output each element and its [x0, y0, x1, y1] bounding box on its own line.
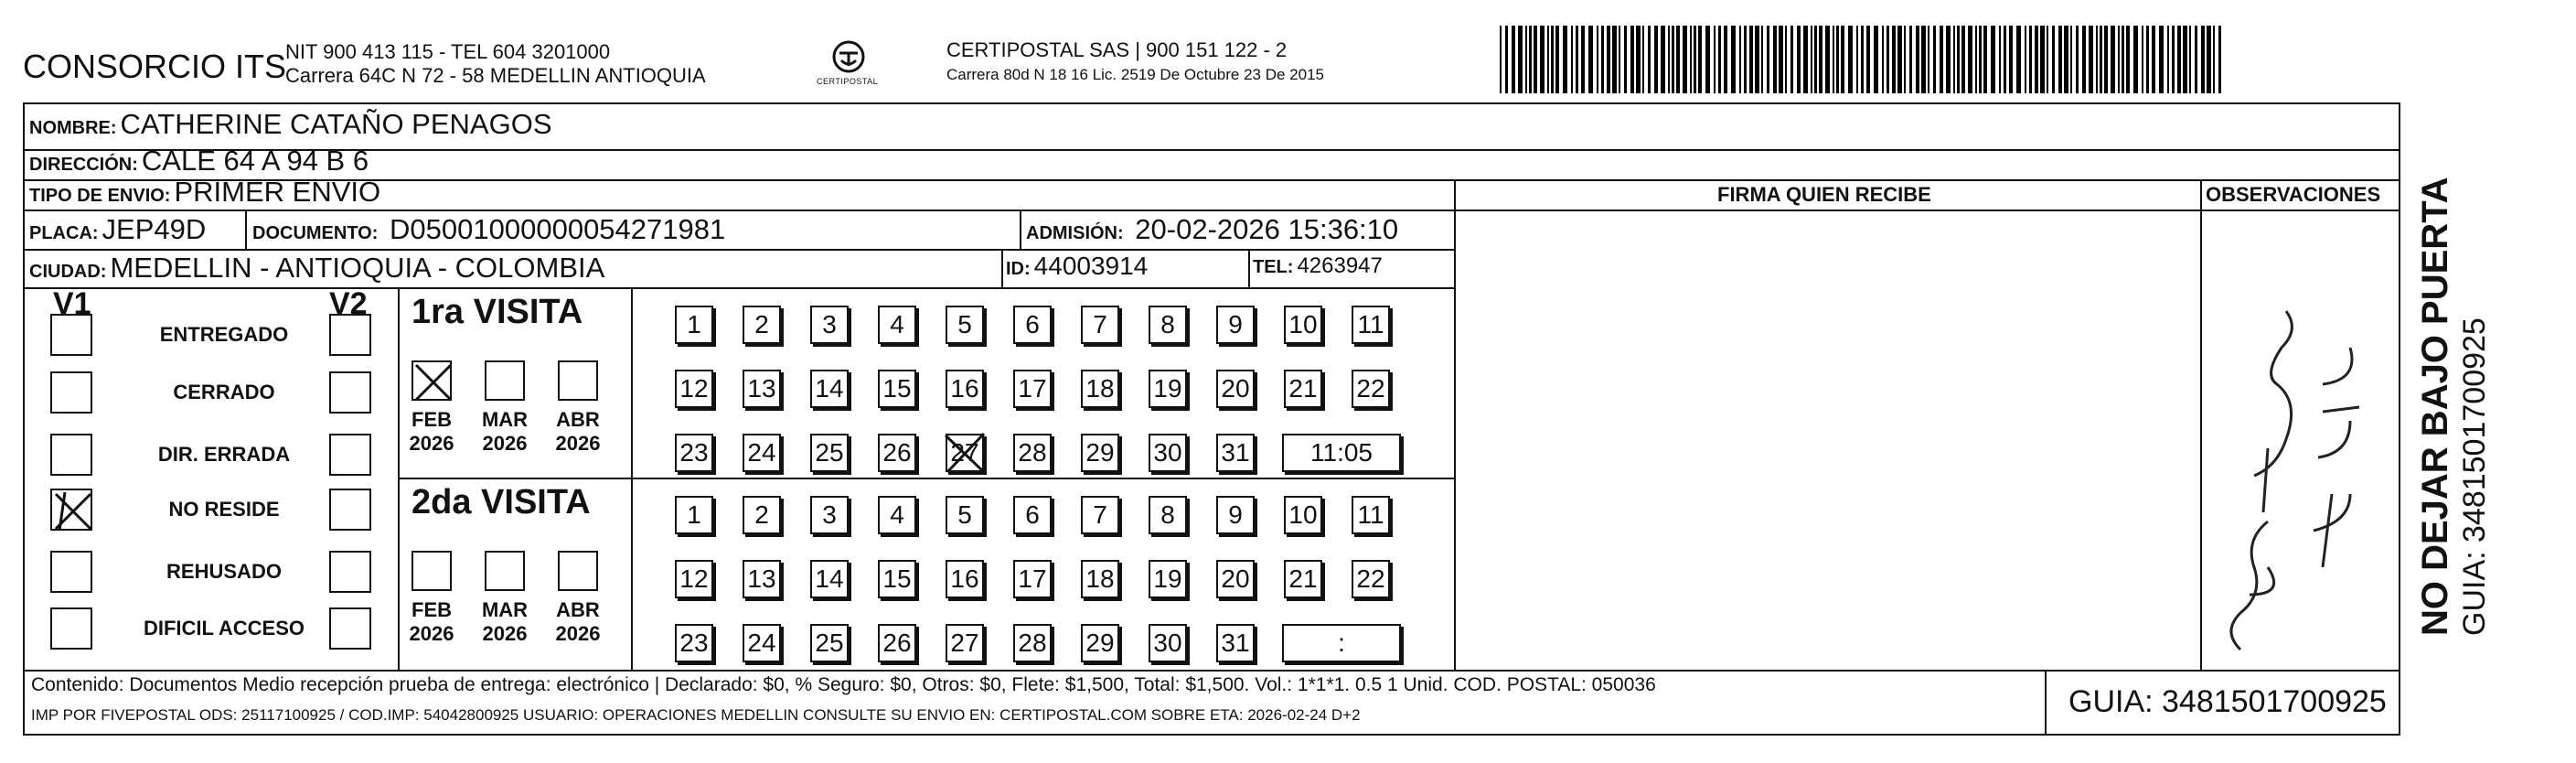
barcode-bar — [2029, 26, 2032, 93]
day-box[interactable]: 29 — [1081, 624, 1119, 662]
nombre-value: CATHERINE CATAÑO PENAGOS — [120, 108, 552, 140]
day-box[interactable]: 5 — [946, 306, 984, 344]
barcode-bar — [1607, 26, 1610, 93]
day-box[interactable]: 15 — [878, 370, 916, 408]
month-year: 2026 — [555, 622, 601, 645]
time-box[interactable]: 11:05 — [1282, 434, 1401, 472]
day-box[interactable]: 7 — [1081, 496, 1119, 534]
barcode-bar — [2052, 26, 2055, 93]
month-label — [550, 408, 605, 456]
barcode-bar — [1882, 26, 1884, 93]
day-box[interactable]: 13 — [743, 560, 781, 598]
day-box[interactable]: 21 — [1284, 370, 1322, 408]
day-box[interactable]: 4 — [878, 306, 916, 344]
barcode-bar — [1661, 26, 1665, 93]
barcode-bar — [1957, 26, 1960, 93]
day-box[interactable]: 9 — [1216, 306, 1255, 344]
barcode-bar — [1861, 26, 1864, 93]
month-checkbox[interactable] — [485, 360, 525, 401]
barcode-bar — [2076, 26, 2079, 93]
barcode-bar — [2082, 26, 2086, 93]
day-box[interactable]: 9 — [1216, 496, 1255, 534]
barcode-bar — [1612, 26, 1617, 93]
barcode-bar — [2213, 26, 2215, 93]
month-year: 2026 — [409, 622, 454, 645]
logo-text: CERTIPOSTAL — [817, 77, 879, 86]
barcode-bar — [1921, 26, 1926, 93]
barcode-bar — [1555, 26, 1559, 93]
barcode-bar — [2172, 26, 2175, 93]
barcode-bar — [1797, 26, 1801, 93]
barcode-bar — [2104, 26, 2108, 93]
barcode-bar — [2207, 26, 2211, 93]
side-warning: NO DEJAR BAJO PUERTA — [2415, 177, 2455, 636]
barcode-bar — [1904, 26, 1906, 93]
day-box[interactable]: 3 — [810, 496, 849, 534]
day-box[interactable]: 23 — [675, 624, 713, 662]
barcode-bar — [1979, 26, 1982, 93]
ciudad-value: MEDELLIN - ANTIOQUIA - COLOMBIA — [110, 252, 605, 284]
barcode-bar — [1916, 26, 1919, 93]
day-box[interactable]: 5 — [946, 496, 984, 534]
barcode-bar — [1999, 26, 2001, 93]
barcode-bar — [2201, 26, 2205, 93]
barcode-bar — [1968, 26, 1972, 93]
v2-checkbox[interactable] — [329, 607, 371, 650]
barcode-bar — [1975, 26, 1977, 93]
visit-title: 1ra VISITA — [412, 293, 583, 331]
address-line: Carrera 64C N 72 - 58 MEDELLIN ANTIOQUIA — [285, 64, 706, 87]
checked-x-icon — [52, 490, 94, 532]
barcode — [1500, 26, 2229, 93]
nombre-label: NOMBRE: — [29, 118, 117, 138]
side-guia: GUIA: 3481501700925 — [2457, 317, 2492, 636]
v1-checkbox[interactable] — [50, 434, 92, 476]
day-box[interactable]: 10 — [1284, 496, 1322, 534]
month-label — [404, 598, 459, 646]
barcode-bar — [1825, 26, 1830, 93]
month-year: 2026 — [555, 432, 601, 455]
v2-checkbox[interactable] — [329, 489, 371, 531]
time-box[interactable]: : — [1282, 624, 1401, 662]
month-checkbox[interactable] — [485, 551, 525, 591]
day-box[interactable]: 17 — [1013, 370, 1052, 408]
barcode-bar — [1500, 26, 1502, 93]
barcode-bar — [1668, 26, 1670, 93]
barcode-bar — [2126, 26, 2130, 93]
id-label: ID: — [1006, 259, 1031, 279]
day-box[interactable]: 11 — [1352, 496, 1390, 534]
v1-label: V1 — [53, 286, 91, 321]
month-label — [404, 408, 459, 456]
barcode-bar — [1983, 26, 1987, 93]
barcode-bar — [2183, 26, 2187, 93]
barcode-bar — [1683, 26, 1687, 93]
barcode-bar — [2189, 26, 2191, 93]
barcode-bar — [1892, 26, 1896, 93]
direccion-value: CALE 64 A 94 B 6 — [141, 145, 369, 177]
barcode-bar — [1897, 26, 1902, 93]
checked-x-icon — [413, 362, 454, 403]
barcode-bar — [1811, 26, 1812, 93]
barcode-bar — [2025, 26, 2026, 93]
barcode-bar — [2058, 26, 2062, 93]
day-box[interactable]: 8 — [1149, 306, 1187, 344]
v1-checkbox[interactable] — [50, 371, 92, 414]
barcode-bar — [1767, 26, 1769, 93]
barcode-bar — [2111, 26, 2115, 93]
firma-label: FIRMA QUIEN RECIBE — [1717, 183, 1931, 206]
barcode-bar — [1887, 26, 1889, 93]
placa-label: PLACA: — [29, 223, 99, 243]
barcode-bar — [2133, 26, 2138, 93]
barcode-bar — [1512, 26, 1515, 93]
direccion-field — [29, 145, 369, 177]
day-box[interactable]: 1 — [675, 496, 713, 534]
day-box[interactable]: 14 — [810, 560, 849, 598]
barcode-bar — [2152, 26, 2155, 93]
barcode-bar — [2167, 26, 2169, 93]
status-label: REHUSADO — [166, 560, 282, 583]
barcode-bar — [1946, 26, 1951, 93]
barcode-bar — [2035, 26, 2038, 93]
company-info — [285, 40, 706, 88]
barcode-bar — [1761, 26, 1763, 93]
barcode-bar — [2016, 26, 2021, 93]
barcode-bar — [1744, 26, 1747, 93]
barcode-bar — [2142, 26, 2143, 93]
side-rotated-text — [2414, 124, 2493, 636]
tel-value: 4263947 — [1297, 253, 1383, 278]
barcode-bar — [1563, 26, 1567, 93]
barcode-bar — [1534, 26, 1537, 93]
month-name: FEB — [412, 408, 452, 431]
ciudad-field — [29, 252, 604, 285]
barcode-bar — [2100, 26, 2102, 93]
month-checkbox[interactable] — [412, 360, 452, 401]
day-box[interactable]: 24 — [743, 434, 781, 472]
barcode-bar — [1630, 26, 1634, 93]
barcode-bar — [1833, 26, 1834, 93]
day-box[interactable]: 19 — [1149, 560, 1187, 598]
day-box[interactable]: 12 — [675, 560, 713, 598]
barcode-bar — [2047, 26, 2048, 93]
barcode-bar — [2195, 26, 2197, 93]
checked-x-icon — [942, 430, 988, 476]
day-box[interactable]: 14 — [810, 370, 849, 408]
tipo-field — [29, 176, 380, 209]
barcode-bar — [1724, 26, 1727, 93]
month-year: 2026 — [409, 432, 454, 455]
day-box[interactable]: 4 — [878, 496, 916, 534]
admision-value: 20-02-2026 15:36:10 — [1135, 213, 1399, 245]
v2-checkbox[interactable] — [329, 314, 371, 356]
day-box[interactable]: 19 — [1149, 370, 1187, 408]
day-box[interactable]: 22 — [1352, 560, 1390, 598]
day-box[interactable]: 24 — [743, 624, 781, 662]
barcode-bar — [1836, 26, 1839, 93]
barcode-bar — [1529, 26, 1532, 93]
day-box[interactable]: 6 — [1013, 306, 1052, 344]
barcode-bar — [1576, 26, 1578, 93]
month-label — [477, 598, 532, 646]
day-box[interactable]: 29 — [1081, 434, 1119, 472]
barcode-bar — [1819, 26, 1822, 93]
day-box[interactable]: 8 — [1149, 496, 1187, 534]
day-box[interactable]: 27 — [946, 434, 984, 472]
day-box[interactable]: 7 — [1081, 306, 1119, 344]
barcode-bar — [1991, 26, 1995, 93]
barcode-bar — [2004, 26, 2006, 93]
barcode-bar — [1933, 26, 1936, 93]
day-box[interactable]: 10 — [1284, 306, 1322, 344]
status-label: DIFICIL ACCESO — [143, 617, 305, 639]
v1-checkbox[interactable] — [50, 314, 92, 356]
v2-checkbox[interactable] — [329, 551, 371, 593]
day-box[interactable]: 21 — [1284, 560, 1322, 598]
day-box[interactable]: 18 — [1081, 370, 1119, 408]
day-box[interactable]: 13 — [743, 370, 781, 408]
tipo-value: PRIMER ENVIO — [174, 176, 381, 208]
day-box[interactable]: 11 — [1352, 306, 1390, 344]
id-field — [1006, 252, 1148, 281]
barcode-bar — [1636, 26, 1641, 93]
tel-field — [1253, 253, 1383, 279]
month-name: ABR — [556, 598, 600, 621]
day-box[interactable]: 20 — [1216, 560, 1255, 598]
barcode-bar — [1676, 26, 1680, 93]
v2-label: V2 — [329, 286, 368, 321]
barcode-bar — [1642, 26, 1644, 93]
barcode-bar — [1624, 26, 1627, 93]
barcode-bar — [1749, 26, 1753, 93]
v1-checkbox[interactable] — [50, 607, 92, 650]
observaciones-label: OBSERVACIONES — [2206, 183, 2381, 206]
documento-value: D05001000000054271981 — [390, 213, 726, 245]
barcode-bar — [1814, 26, 1817, 93]
status-label: NO RESIDE — [168, 498, 280, 521]
barcode-bar — [1739, 26, 1741, 93]
day-box[interactable]: 16 — [946, 560, 984, 598]
ciudad-label: CIUDAD: — [29, 262, 107, 282]
barcode-bar — [1874, 26, 1878, 93]
barcode-bar — [1718, 26, 1721, 93]
day-box[interactable]: 18 — [1081, 560, 1119, 598]
day-box[interactable]: 17 — [1013, 560, 1052, 598]
day-box[interactable]: 30 — [1149, 624, 1187, 662]
barcode-bar — [1953, 26, 1955, 93]
imp-text: IMP POR FIVEPOSTAL ODS: 25117100925 / COD.IMP: 54042800925 USUARIO: OPERACIONES MEDELLIN CONSULTE SU ENVIO EN: CERTIPOSTAL.COM SOBRE ETA: 2026-02-24 D+2 — [31, 706, 1361, 724]
barcode-bar — [1581, 26, 1585, 93]
barcode-bar — [1705, 26, 1710, 93]
guia-footer: GUIA: 3481501700925 — [2068, 684, 2387, 719]
barcode-bar — [1698, 26, 1702, 93]
barcode-bar — [1928, 26, 1929, 93]
barcode-bar — [2009, 26, 2013, 93]
day-box[interactable]: 16 — [946, 370, 984, 408]
barcode-bar — [2040, 26, 2045, 93]
barcode-bar — [1773, 26, 1777, 93]
barcode-bar — [2064, 26, 2068, 93]
month-checkbox[interactable] — [558, 551, 598, 591]
month-checkbox[interactable] — [558, 360, 598, 401]
barcode-bar — [1588, 26, 1593, 93]
day-box[interactable]: 30 — [1149, 434, 1187, 472]
barcode-bar — [1654, 26, 1658, 93]
documento-field — [252, 213, 725, 246]
barcode-bar — [1694, 26, 1696, 93]
barcode-bar — [2122, 26, 2124, 93]
nit-line: NIT 900 413 115 - TEL 604 3201000 — [285, 40, 611, 63]
certipostal-license: Carrera 80d N 18 16 Lic. 2519 De Octubre 23 De 2015 — [946, 66, 1324, 83]
day-box[interactable]: 2 — [743, 496, 781, 534]
day-box[interactable]: 25 — [810, 434, 849, 472]
status-label: ENTREGADO — [159, 323, 289, 346]
day-box[interactable]: 15 — [878, 560, 916, 598]
status-label: DIR. ERRADA — [157, 443, 291, 466]
barcode-bar — [1648, 26, 1651, 93]
barcode-bar — [2118, 26, 2120, 93]
v2-checkbox[interactable] — [329, 434, 371, 476]
v2-checkbox[interactable] — [329, 371, 371, 414]
barcode-bar — [2218, 26, 2221, 93]
v1-checkbox[interactable] — [50, 489, 92, 531]
month-name: FEB — [412, 598, 452, 621]
barcode-bar — [2089, 26, 2093, 93]
month-year: 2026 — [482, 622, 528, 645]
tel-label: TEL: — [1253, 257, 1294, 277]
day-box[interactable]: 26 — [878, 434, 916, 472]
barcode-bar — [1518, 26, 1523, 93]
barcode-bar — [1803, 26, 1808, 93]
day-box[interactable]: 25 — [810, 624, 849, 662]
barcode-bar — [1525, 26, 1527, 93]
barcode-bar — [1672, 26, 1674, 93]
admision-label: ADMISIÓN: — [1026, 223, 1124, 243]
barcode-bar — [1547, 26, 1549, 93]
day-box[interactable]: 2 — [743, 306, 781, 344]
placa-value: JEP49D — [102, 213, 207, 245]
barcode-bar — [2177, 26, 2181, 93]
day-box[interactable]: 31 — [1216, 624, 1255, 662]
barcode-bar — [1505, 26, 1508, 93]
placa-field — [29, 213, 206, 246]
barcode-bar — [1601, 26, 1604, 93]
barcode-bar — [2159, 26, 2164, 93]
barcode-bar — [1540, 26, 1545, 93]
month-label — [550, 598, 605, 646]
visit-title: 2da VISITA — [412, 483, 591, 521]
day-box[interactable]: 22 — [1352, 370, 1390, 408]
day-box[interactable]: 26 — [878, 624, 916, 662]
day-box[interactable]: 23 — [675, 434, 713, 472]
barcode-bar — [1619, 26, 1620, 93]
month-label — [477, 408, 532, 456]
barcode-bar — [1790, 26, 1793, 93]
v1-checkbox[interactable] — [50, 551, 92, 593]
day-box[interactable]: 31 — [1216, 434, 1255, 472]
barcode-bar — [1731, 26, 1736, 93]
month-checkbox[interactable] — [412, 551, 452, 591]
contenido-text: Contenido: Documentos Medio recepción prueba de entrega: electrónico | Declarado: $0, % Seguro: $0, Otros: $0, Flete: $1,500, Total: $1,500. Vol.: 1*1*1. 0.5 1 Unid. COD. POSTAL: 050036 — [31, 674, 1656, 695]
barcode-bar — [1571, 26, 1573, 93]
barcode-bar — [1597, 26, 1598, 93]
barcode-bar — [1690, 26, 1692, 93]
barcode-bar — [1551, 26, 1554, 93]
barcode-bar — [1848, 26, 1853, 93]
direccion-label: DIRECCIÓN: — [29, 155, 138, 175]
company-name: CONSORCIO ITS — [23, 48, 287, 85]
barcode-bar — [1755, 26, 1759, 93]
barcode-bar — [1785, 26, 1787, 93]
status-label: CERRADO — [173, 381, 275, 403]
barcode-bar — [2070, 26, 2072, 93]
barcode-bar — [1714, 26, 1716, 93]
day-box[interactable]: 12 — [675, 370, 713, 408]
month-year: 2026 — [482, 432, 528, 455]
barcode-bar — [1940, 26, 1943, 93]
day-box[interactable]: 1 — [675, 306, 713, 344]
barcode-bar — [1841, 26, 1844, 93]
nombre-field — [29, 108, 552, 141]
month-name: ABR — [556, 408, 600, 431]
tipo-label: TIPO DE ENVIO: — [29, 186, 171, 206]
handwritten-note — [2213, 293, 2378, 659]
day-box[interactable]: 28 — [1013, 434, 1052, 472]
barcode-bar — [1779, 26, 1783, 93]
barcode-bar — [1961, 26, 1965, 93]
barcode-bar — [1909, 26, 1912, 93]
admision-field — [1026, 213, 1398, 246]
barcode-bar — [2096, 26, 2098, 93]
day-box[interactable]: 28 — [1013, 624, 1052, 662]
barcode-bar — [2146, 26, 2149, 93]
day-box[interactable]: 6 — [1013, 496, 1052, 534]
documento-label: DOCUMENTO: — [252, 223, 379, 243]
day-box[interactable]: 20 — [1216, 370, 1255, 408]
id-value: 44003914 — [1033, 252, 1149, 280]
barcode-bar — [1856, 26, 1858, 93]
day-box[interactable]: 3 — [810, 306, 849, 344]
day-box[interactable]: 27 — [946, 624, 984, 662]
month-name: MAR — [481, 408, 529, 431]
barcode-bar — [1866, 26, 1870, 93]
month-name: MAR — [481, 598, 529, 621]
certipostal-line: CERTIPOSTAL SAS | 900 151 122 - 2 — [946, 38, 1288, 61]
